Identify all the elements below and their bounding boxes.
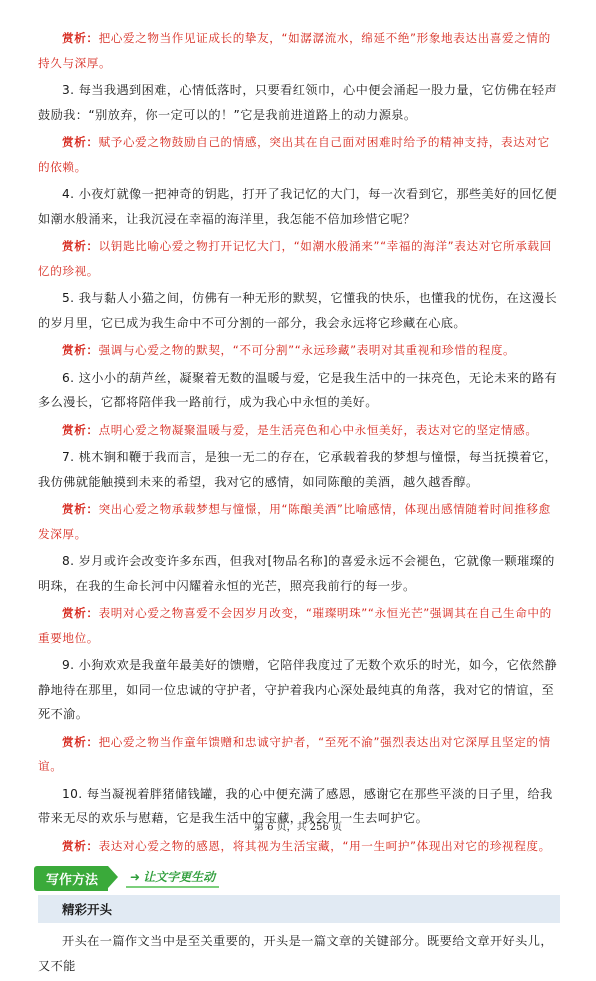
example-paragraph: 9. 小狗欢欢是我童年最美好的馈赠，它陪伴我度过了无数个欢乐的时光，如今，它依然静静地待在那里，如同一位忠诚的守护者，守护着我内心深处最纯真的角落，我对它的情谊，至死不渝。 [38,658,558,721]
appreciation-paragraph [38,234,560,283]
section-banner [34,865,560,891]
appreciation-text: 赋予心爱之物鼓励自己的情感，突出其在自己面对困难时给予的精神支持，表达对它的依赖。 [38,135,550,174]
appreciation-label: 赏析： [62,734,99,749]
page-footer: 第 6 页，共 256 页 [253,822,343,833]
appreciation-label: 赏析： [62,343,99,357]
appreciation-label: 赏析： [62,135,99,149]
items-list [38,26,560,858]
example-paragraph: 8. 岁月或许会改变许多东西，但我对[物品名称]的喜爱永远不会褪色，它就像一颗璀璨的明珠，在我的生命长河中闪耀着永恒的光芒，照亮我前行的每一步。 [38,554,555,593]
appreciation-label: 赏析： [62,502,99,516]
example-paragraph: 4. 小夜灯就像一把神奇的钥匙，打开了我记忆的大门，每一次看到它，那些美好的回忆便如潮水般涌来，让我沉浸在幸福的海洋里，我怎能不倍加珍惜它呢？ [38,187,558,226]
example-paragraph: 5. 我与黏人小猫之间，仿佛有一种无形的默契，它懂我的快乐，也懂我的忧伤，在这漫长的岁月里，它已成为我生命中不可分割的一部分，我会永远将它珍藏在心底。 [38,291,558,330]
appreciation-paragraph [38,497,560,546]
appreciation-paragraph [38,418,560,443]
banner-subtitle [126,868,219,888]
banner-subtitle-text: 让文字更生动 [143,870,216,884]
example-paragraph: 10. 每当凝视着胖猪储钱罐，我的心中便充满了感恩，感谢它在那些平淡的日子里，给我带来无尽的欢乐与慰藉，它是我生活中的宝藏，我会用一生去呵护它。 [38,786,553,825]
appreciation-label: 赏析： [62,239,99,253]
appreciation-paragraph [38,26,560,75]
appreciation-paragraph [38,130,560,179]
subheading: 精彩开头 [38,895,560,923]
appreciation-label: 赏析： [62,422,99,437]
page-content [38,26,560,981]
appreciation-label: 赏析： [62,606,99,620]
example-paragraph: 7. 桃木锏和鞭于我而言，是独一无二的存在，它承载着我的梦想与憧憬，每当抚摸着它，我仿佛就能触摸到未来的希望，我对它的感情，如同陈酿的美酒，越久越香醇。 [38,450,558,489]
arrow-icon: ➜ [130,869,141,884]
appreciation-paragraph [38,338,560,363]
example-paragraph: 6. 这小小的葫芦丝，凝聚着无数的温暖与爱，它是我生活中的一抹亮色，无论未来的路有多么漫长，它都将陪伴我一路前行，成为我心中永恒的美好。 [38,370,558,409]
appreciation-text: 强调与心爱之物的默契，“不可分割”“永远珍藏”表明对其重视和珍惜的程度。 [98,343,516,357]
appreciation-text: 把心爱之物当作童年馈赠和忠诚守护者，“至死不渝”强烈表达出对它深厚且坚定的情谊。 [38,734,551,773]
banner-tag: 写作方法 [34,866,108,891]
appreciation-label: 赏析： [62,838,99,853]
appreciation-text: 突出心爱之物承载梦想与憧憬，用“陈酿美酒”比喻感情，体现出感情随着时间推移愈发深厚。 [38,502,551,541]
appreciation-text: 把心爱之物当作见证成长的挚友，“如潺潺流水，绵延不绝”形象地表达出喜爱之情的持久与深厚。 [38,31,551,70]
appreciation-text: 表达对心爱之物的感恩，将其视为生活宝藏，“用一生呵护”体现出对它的珍视程度。 [98,838,551,853]
appreciation-paragraph [38,834,560,859]
appreciation-paragraph [38,730,560,779]
example-paragraph: 3. 每当我遇到困难，心情低落时，只要看红领巾，心中便会涌起一股力量，它仿佛在轻声鼓励我：“别放弃，你一定可以的！”它是我前进道路上的动力源泉。 [38,83,558,122]
appreciation-text: 表明对心爱之物喜爱不会因岁月改变，“璀璨明珠”“永恒光芒”强调其在自己生命中的重要地位。 [38,606,552,645]
appreciation-text: 以钥匙比喻心爱之物打开记忆大门，“如潮水般涌来”“幸福的海洋”表达对它所承载回忆的珍视。 [38,239,552,278]
final-paragraph: 开头在一篇作文当中是至关重要的，开头是一篇文章的关键部分。既要给文章开好头儿，又不能 [38,934,553,973]
appreciation-text: 点明心爱之物凝聚温暖与爱，是生活亮色和心中永恒美好，表达对它的坚定情感。 [98,422,538,437]
appreciation-label: 赏析： [62,31,99,45]
appreciation-paragraph [38,601,560,650]
